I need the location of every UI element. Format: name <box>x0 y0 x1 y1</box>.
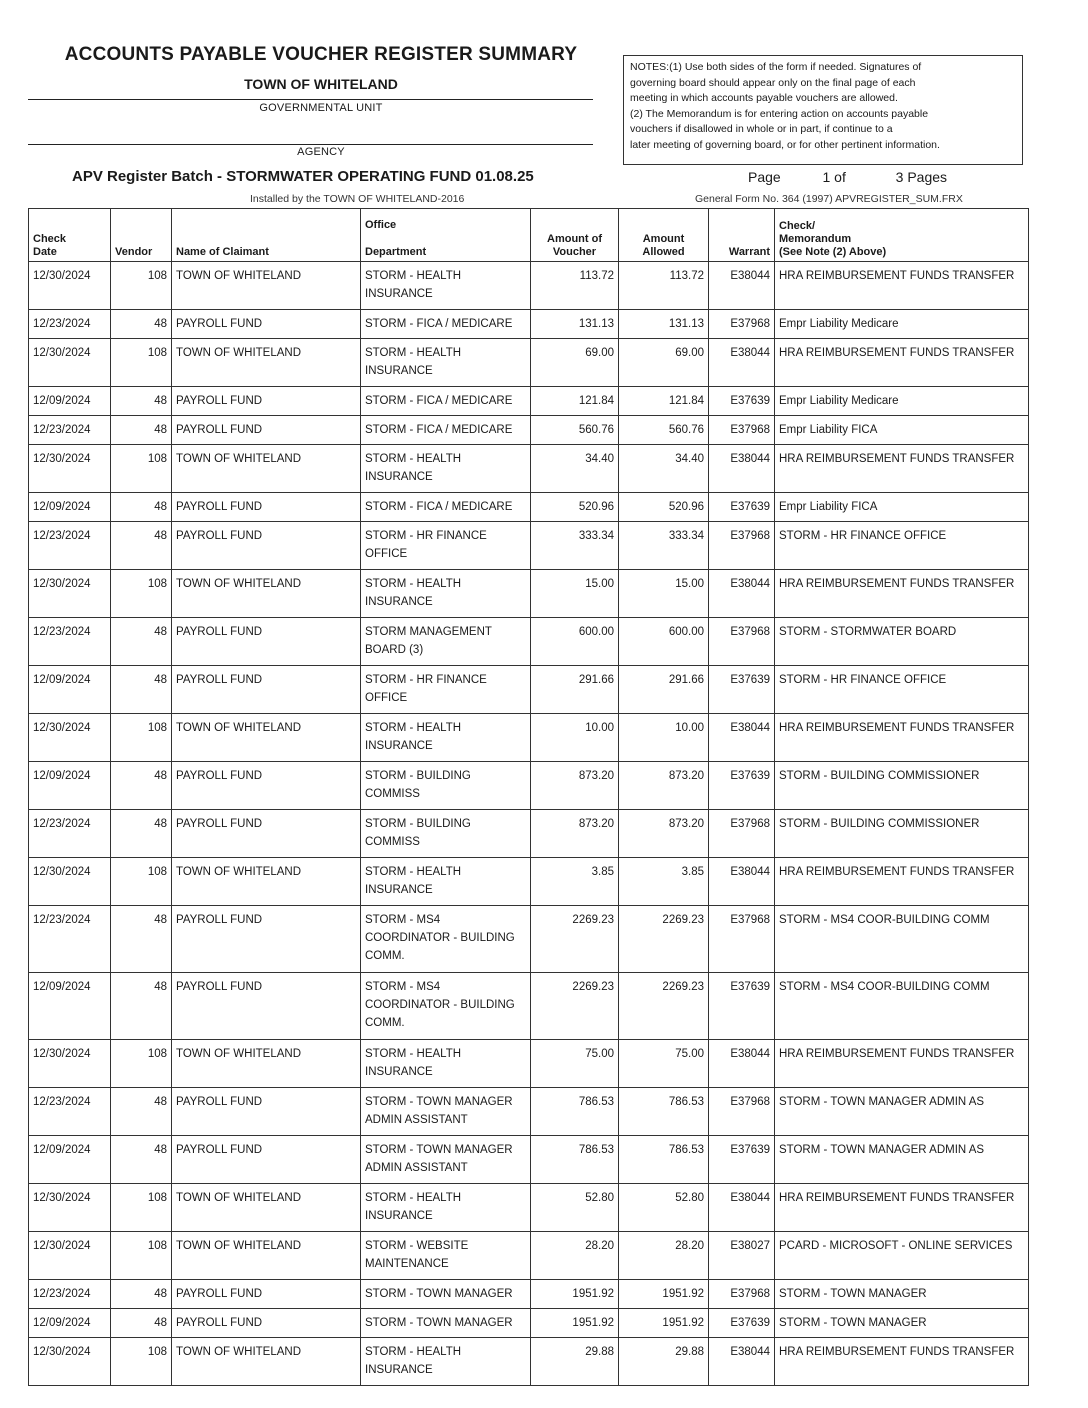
department-cell: STORM - HEALTH INSURANCE <box>361 714 531 762</box>
claimant-cell: PAYROLL FUND <box>172 1136 361 1184</box>
vendor-cell: 48 <box>111 762 172 810</box>
unit-rule <box>28 99 593 100</box>
vendor-cell: 48 <box>111 618 172 666</box>
document-title: ACCOUNTS PAYABLE VOUCHER REGISTER SUMMARY <box>64 44 578 65</box>
table-row <box>29 339 1029 387</box>
memo-cell: HRA REIMBURSEMENT FUNDS TRANSFER <box>775 858 1029 906</box>
claimant-cell: PAYROLL FUND <box>172 762 361 810</box>
voucher-amount-cell: 560.76 <box>531 416 619 445</box>
vendor-cell: 48 <box>111 666 172 714</box>
memo-cell: STORM - MS4 COOR-BUILDING COMM <box>775 973 1029 1040</box>
claimant-cell: TOWN OF WHITELAND <box>172 262 361 310</box>
vendor-cell: 108 <box>111 445 172 493</box>
check-date-cell: 12/23/2024 <box>29 906 111 973</box>
column-header-check-date: Check Date <box>29 209 111 262</box>
vendor-cell: 108 <box>111 1232 172 1280</box>
voucher-amount-cell: 600.00 <box>531 618 619 666</box>
department-cell: STORM - TOWN MANAGER ADMIN ASSISTANT <box>361 1088 531 1136</box>
check-date-cell: 12/30/2024 <box>29 570 111 618</box>
check-date-cell: 12/23/2024 <box>29 618 111 666</box>
vendor-cell: 48 <box>111 810 172 858</box>
claimant-cell: TOWN OF WHITELAND <box>172 570 361 618</box>
memo-cell: STORM - HR FINANCE OFFICE <box>775 522 1029 570</box>
allowed-amount-cell: 873.20 <box>619 762 709 810</box>
voucher-amount-cell: 786.53 <box>531 1088 619 1136</box>
department-cell: STORM - FICA / MEDICARE <box>361 310 531 339</box>
table-row <box>29 493 1029 522</box>
check-date-cell: 12/23/2024 <box>29 1088 111 1136</box>
page-total: 3 Pages <box>895 169 948 185</box>
department-cell: STORM - HEALTH INSURANCE <box>361 1184 531 1232</box>
warrant-cell: E37639 <box>709 387 775 416</box>
warrant-cell: E37968 <box>709 1088 775 1136</box>
claimant-cell: TOWN OF WHITELAND <box>172 1338 361 1386</box>
table-row <box>29 1184 1029 1232</box>
page-label: Page <box>748 169 781 185</box>
voucher-amount-cell: 29.88 <box>531 1338 619 1386</box>
warrant-cell: E37639 <box>709 493 775 522</box>
department-cell: STORM - TOWN MANAGER ADMIN ASSISTANT <box>361 1136 531 1184</box>
check-date-cell: 12/09/2024 <box>29 387 111 416</box>
warrant-cell: E38044 <box>709 858 775 906</box>
warrant-cell: E37968 <box>709 618 775 666</box>
voucher-amount-cell: 34.40 <box>531 445 619 493</box>
unit-name: TOWN OF WHITELAND <box>244 76 398 92</box>
warrant-cell: E37639 <box>709 973 775 1040</box>
table-row <box>29 714 1029 762</box>
warrant-cell: E37639 <box>709 1136 775 1184</box>
vendor-cell: 48 <box>111 1088 172 1136</box>
claimant-cell: PAYROLL FUND <box>172 1088 361 1136</box>
allowed-amount-cell: 121.84 <box>619 387 709 416</box>
voucher-amount-cell: 69.00 <box>531 339 619 387</box>
memo-cell: STORM - BUILDING COMMISSIONER <box>775 810 1029 858</box>
column-header-department: Office Department <box>361 209 531 262</box>
column-header-vendor: Vendor <box>111 209 172 262</box>
voucher-amount-cell: 873.20 <box>531 810 619 858</box>
check-date-cell: 12/30/2024 <box>29 1184 111 1232</box>
warrant-cell: E37639 <box>709 762 775 810</box>
department-cell: STORM - MS4 COORDINATOR - BUILDING COMM. <box>361 906 531 973</box>
claimant-cell: TOWN OF WHITELAND <box>172 339 361 387</box>
department-cell: STORM - TOWN MANAGER <box>361 1309 531 1338</box>
warrant-cell: E37968 <box>709 310 775 339</box>
allowed-amount-cell: 333.34 <box>619 522 709 570</box>
claimant-cell: PAYROLL FUND <box>172 493 361 522</box>
department-cell: STORM - BUILDING COMMISS <box>361 762 531 810</box>
department-cell: STORM - BUILDING COMMISS <box>361 810 531 858</box>
voucher-amount-cell: 28.20 <box>531 1232 619 1280</box>
department-cell: STORM - HR FINANCE OFFICE <box>361 666 531 714</box>
allowed-amount-cell: 15.00 <box>619 570 709 618</box>
memo-cell: HRA REIMBURSEMENT FUNDS TRANSFER <box>775 1184 1029 1232</box>
claimant-cell: TOWN OF WHITELAND <box>172 714 361 762</box>
voucher-amount-cell: 1951.92 <box>531 1280 619 1309</box>
table-row <box>29 1309 1029 1338</box>
allowed-amount-cell: 600.00 <box>619 618 709 666</box>
memo-cell: STORM - TOWN MANAGER ADMIN AS <box>775 1088 1029 1136</box>
check-date-cell: 12/09/2024 <box>29 973 111 1040</box>
vendor-cell: 48 <box>111 1280 172 1309</box>
vendor-cell: 48 <box>111 522 172 570</box>
allowed-amount-cell: 34.40 <box>619 445 709 493</box>
check-date-cell: 12/30/2024 <box>29 1040 111 1088</box>
check-date-cell: 12/23/2024 <box>29 416 111 445</box>
table-row <box>29 416 1029 445</box>
voucher-amount-cell: 520.96 <box>531 493 619 522</box>
memo-cell: Empr Liability FICA <box>775 416 1029 445</box>
department-cell: STORM - HEALTH INSURANCE <box>361 570 531 618</box>
allowed-amount-cell: 3.85 <box>619 858 709 906</box>
notes-line: governing board should appear only on the final page of each <box>630 76 916 89</box>
installed-by: Installed by the TOWN OF WHITELAND-2016 <box>250 193 465 205</box>
memo-cell: PCARD - MICROSOFT - ONLINE SERVICES <box>775 1232 1029 1280</box>
table-row <box>29 906 1029 973</box>
table-row <box>29 570 1029 618</box>
warrant-cell: E38044 <box>709 1338 775 1386</box>
voucher-amount-cell: 52.80 <box>531 1184 619 1232</box>
warrant-cell: E38044 <box>709 714 775 762</box>
allowed-amount-cell: 291.66 <box>619 666 709 714</box>
table-row <box>29 1232 1029 1280</box>
claimant-cell: PAYROLL FUND <box>172 416 361 445</box>
warrant-cell: E37639 <box>709 1309 775 1338</box>
column-header-claimant: Name of Claimant <box>172 209 361 262</box>
column-header-allowed: Amount Allowed <box>619 209 709 262</box>
claimant-cell: PAYROLL FUND <box>172 973 361 1040</box>
department-cell: STORM - HEALTH INSURANCE <box>361 1338 531 1386</box>
allowed-amount-cell: 2269.23 <box>619 906 709 973</box>
claimant-cell: TOWN OF WHITELAND <box>172 1232 361 1280</box>
department-cell: STORM - FICA / MEDICARE <box>361 493 531 522</box>
memo-cell: HRA REIMBURSEMENT FUNDS TRANSFER <box>775 714 1029 762</box>
table-row <box>29 810 1029 858</box>
memo-cell: Empr Liability Medicare <box>775 310 1029 339</box>
vendor-cell: 108 <box>111 714 172 762</box>
allowed-amount-cell: 29.88 <box>619 1338 709 1386</box>
claimant-cell: PAYROLL FUND <box>172 522 361 570</box>
claimant-cell: PAYROLL FUND <box>172 906 361 973</box>
check-date-cell: 12/30/2024 <box>29 714 111 762</box>
allowed-amount-cell: 28.20 <box>619 1232 709 1280</box>
memo-cell: STORM - MS4 COOR-BUILDING COMM <box>775 906 1029 973</box>
department-cell: STORM - FICA / MEDICARE <box>361 387 531 416</box>
department-cell: STORM - HEALTH INSURANCE <box>361 339 531 387</box>
vendor-cell: 48 <box>111 493 172 522</box>
table-row <box>29 666 1029 714</box>
check-date-cell: 12/30/2024 <box>29 339 111 387</box>
warrant-cell: E37968 <box>709 416 775 445</box>
table-row <box>29 1338 1029 1386</box>
vendor-cell: 108 <box>111 858 172 906</box>
allowed-amount-cell: 873.20 <box>619 810 709 858</box>
warrant-cell: E37968 <box>709 906 775 973</box>
vendor-cell: 48 <box>111 1309 172 1338</box>
notes-box <box>623 55 1023 165</box>
claimant-cell: TOWN OF WHITELAND <box>172 858 361 906</box>
allowed-amount-cell: 1951.92 <box>619 1280 709 1309</box>
department-cell: STORM - MS4 COORDINATOR - BUILDING COMM. <box>361 973 531 1040</box>
vendor-cell: 108 <box>111 570 172 618</box>
agency-label: AGENCY <box>297 146 345 158</box>
allowed-amount-cell: 131.13 <box>619 310 709 339</box>
allowed-amount-cell: 520.96 <box>619 493 709 522</box>
table-row <box>29 1136 1029 1184</box>
notes-line: vouchers if disallowed in whole or in part, if continue to a <box>630 123 893 135</box>
department-cell: STORM - WEBSITE MAINTENANCE <box>361 1232 531 1280</box>
department-cell: STORM - TOWN MANAGER <box>361 1280 531 1309</box>
memo-cell: HRA REIMBURSEMENT FUNDS TRANSFER <box>775 339 1029 387</box>
voucher-amount-cell: 121.84 <box>531 387 619 416</box>
voucher-amount-cell: 75.00 <box>531 1040 619 1088</box>
unit-label: GOVERNMENTAL UNIT <box>259 102 383 114</box>
vendor-cell: 48 <box>111 416 172 445</box>
check-date-cell: 12/23/2024 <box>29 1280 111 1309</box>
vendor-cell: 108 <box>111 1338 172 1386</box>
vendor-cell: 108 <box>111 1040 172 1088</box>
memo-cell: Empr Liability Medicare <box>775 387 1029 416</box>
table-row <box>29 1088 1029 1136</box>
table-row <box>29 973 1029 1040</box>
table-row <box>29 618 1029 666</box>
warrant-cell: E38044 <box>709 1040 775 1088</box>
column-header-memo: Check/ Memorandum (See Note (2) Above) <box>775 209 1029 262</box>
allowed-amount-cell: 2269.23 <box>619 973 709 1040</box>
table-row <box>29 762 1029 810</box>
memo-cell: HRA REIMBURSEMENT FUNDS TRANSFER <box>775 1338 1029 1386</box>
memo-cell: HRA REIMBURSEMENT FUNDS TRANSFER <box>775 262 1029 310</box>
allowed-amount-cell: 75.00 <box>619 1040 709 1088</box>
department-cell: STORM - HEALTH INSURANCE <box>361 262 531 310</box>
voucher-amount-cell: 333.34 <box>531 522 619 570</box>
table-row <box>29 858 1029 906</box>
voucher-amount-cell: 786.53 <box>531 1136 619 1184</box>
check-date-cell: 12/30/2024 <box>29 262 111 310</box>
table-header-row <box>29 209 1029 262</box>
memo-cell: Empr Liability FICA <box>775 493 1029 522</box>
table-row <box>29 1040 1029 1088</box>
allowed-amount-cell: 69.00 <box>619 339 709 387</box>
table-row <box>29 310 1029 339</box>
check-date-cell: 12/09/2024 <box>29 493 111 522</box>
warrant-cell: E38044 <box>709 1184 775 1232</box>
notes-line: meeting in which accounts payable vouchers are allowed. <box>630 92 898 104</box>
voucher-register-table <box>28 208 1029 1386</box>
warrant-cell: E38044 <box>709 570 775 618</box>
memo-cell: STORM - BUILDING COMMISSIONER <box>775 762 1029 810</box>
vendor-cell: 48 <box>111 906 172 973</box>
vendor-cell: 108 <box>111 339 172 387</box>
warrant-cell: E38027 <box>709 1232 775 1280</box>
vendor-cell: 48 <box>111 310 172 339</box>
warrant-cell: E37968 <box>709 522 775 570</box>
warrant-cell: E37968 <box>709 1280 775 1309</box>
table-row <box>29 445 1029 493</box>
claimant-cell: PAYROLL FUND <box>172 810 361 858</box>
warrant-cell: E38044 <box>709 262 775 310</box>
claimant-cell: PAYROLL FUND <box>172 1309 361 1338</box>
claimant-cell: TOWN OF WHITELAND <box>172 445 361 493</box>
department-cell: STORM MANAGEMENT BOARD (3) <box>361 618 531 666</box>
vendor-cell: 108 <box>111 262 172 310</box>
memo-cell: HRA REIMBURSEMENT FUNDS TRANSFER <box>775 570 1029 618</box>
allowed-amount-cell: 786.53 <box>619 1136 709 1184</box>
check-date-cell: 12/30/2024 <box>29 445 111 493</box>
table-row <box>29 387 1029 416</box>
voucher-amount-cell: 1951.92 <box>531 1309 619 1338</box>
department-cell: STORM - HEALTH INSURANCE <box>361 1040 531 1088</box>
memo-cell: STORM - TOWN MANAGER <box>775 1309 1029 1338</box>
agency-rule <box>28 144 593 145</box>
check-date-cell: 12/23/2024 <box>29 810 111 858</box>
department-cell: STORM - HEALTH INSURANCE <box>361 858 531 906</box>
voucher-amount-cell: 2269.23 <box>531 906 619 973</box>
allowed-amount-cell: 113.72 <box>619 262 709 310</box>
memo-cell: STORM - HR FINANCE OFFICE <box>775 666 1029 714</box>
claimant-cell: PAYROLL FUND <box>172 387 361 416</box>
table-row <box>29 1280 1029 1309</box>
memo-cell: HRA REIMBURSEMENT FUNDS TRANSFER <box>775 1040 1029 1088</box>
claimant-cell: PAYROLL FUND <box>172 666 361 714</box>
check-date-cell: 12/09/2024 <box>29 762 111 810</box>
claimant-cell: TOWN OF WHITELAND <box>172 1040 361 1088</box>
allowed-amount-cell: 786.53 <box>619 1088 709 1136</box>
form-number: General Form No. 364 (1997) APVREGISTER_SUM.FRX <box>695 193 963 205</box>
page-of: of <box>834 169 846 185</box>
column-header-warrant: Warrant <box>709 209 775 262</box>
voucher-amount-cell: 873.20 <box>531 762 619 810</box>
voucher-amount-cell: 131.13 <box>531 310 619 339</box>
claimant-cell: PAYROLL FUND <box>172 1280 361 1309</box>
claimant-cell: PAYROLL FUND <box>172 618 361 666</box>
memo-cell: HRA REIMBURSEMENT FUNDS TRANSFER <box>775 445 1029 493</box>
page-number: 1 <box>822 169 831 185</box>
memo-cell: STORM - TOWN MANAGER <box>775 1280 1029 1309</box>
page-indicator <box>748 169 947 185</box>
voucher-amount-cell: 3.85 <box>531 858 619 906</box>
check-date-cell: 12/23/2024 <box>29 522 111 570</box>
check-date-cell: 12/30/2024 <box>29 1232 111 1280</box>
voucher-amount-cell: 291.66 <box>531 666 619 714</box>
department-cell: STORM - HEALTH INSURANCE <box>361 445 531 493</box>
claimant-cell: TOWN OF WHITELAND <box>172 1184 361 1232</box>
warrant-cell: E38044 <box>709 339 775 387</box>
check-date-cell: 12/30/2024 <box>29 1338 111 1386</box>
notes-line: (2) The Memorandum is for entering action on accounts payable <box>630 107 929 120</box>
column-header-voucher: Amount of Voucher <box>531 209 619 262</box>
notes-line: NOTES:(1) Use both sides of the form if needed. Signatures of <box>630 61 922 73</box>
batch-title: APV Register Batch - STORMWATER OPERATING FUND 01.08.25 <box>72 168 534 185</box>
warrant-cell: E37968 <box>709 810 775 858</box>
department-cell: STORM - FICA / MEDICARE <box>361 416 531 445</box>
vendor-cell: 48 <box>111 1136 172 1184</box>
vendor-cell: 48 <box>111 387 172 416</box>
allowed-amount-cell: 52.80 <box>619 1184 709 1232</box>
voucher-amount-cell: 10.00 <box>531 714 619 762</box>
allowed-amount-cell: 560.76 <box>619 416 709 445</box>
check-date-cell: 12/23/2024 <box>29 310 111 339</box>
memo-cell: STORM - TOWN MANAGER ADMIN AS <box>775 1136 1029 1184</box>
table-body <box>29 262 1029 1386</box>
allowed-amount-cell: 1951.92 <box>619 1309 709 1338</box>
allowed-amount-cell: 10.00 <box>619 714 709 762</box>
check-date-cell: 12/09/2024 <box>29 1136 111 1184</box>
check-date-cell: 12/09/2024 <box>29 1309 111 1338</box>
memo-cell: STORM - STORMWATER BOARD <box>775 618 1029 666</box>
warrant-cell: E37639 <box>709 666 775 714</box>
department-cell: STORM - HR FINANCE OFFICE <box>361 522 531 570</box>
voucher-amount-cell: 113.72 <box>531 262 619 310</box>
claimant-cell: PAYROLL FUND <box>172 310 361 339</box>
vendor-cell: 108 <box>111 1184 172 1232</box>
voucher-amount-cell: 15.00 <box>531 570 619 618</box>
warrant-cell: E38044 <box>709 445 775 493</box>
notes-line: later meeting of governing board, or for other pertinent information. <box>630 138 940 151</box>
vendor-cell: 48 <box>111 973 172 1040</box>
voucher-amount-cell: 2269.23 <box>531 973 619 1040</box>
check-date-cell: 12/09/2024 <box>29 666 111 714</box>
check-date-cell: 12/30/2024 <box>29 858 111 906</box>
table-row <box>29 522 1029 570</box>
table-row <box>29 262 1029 310</box>
